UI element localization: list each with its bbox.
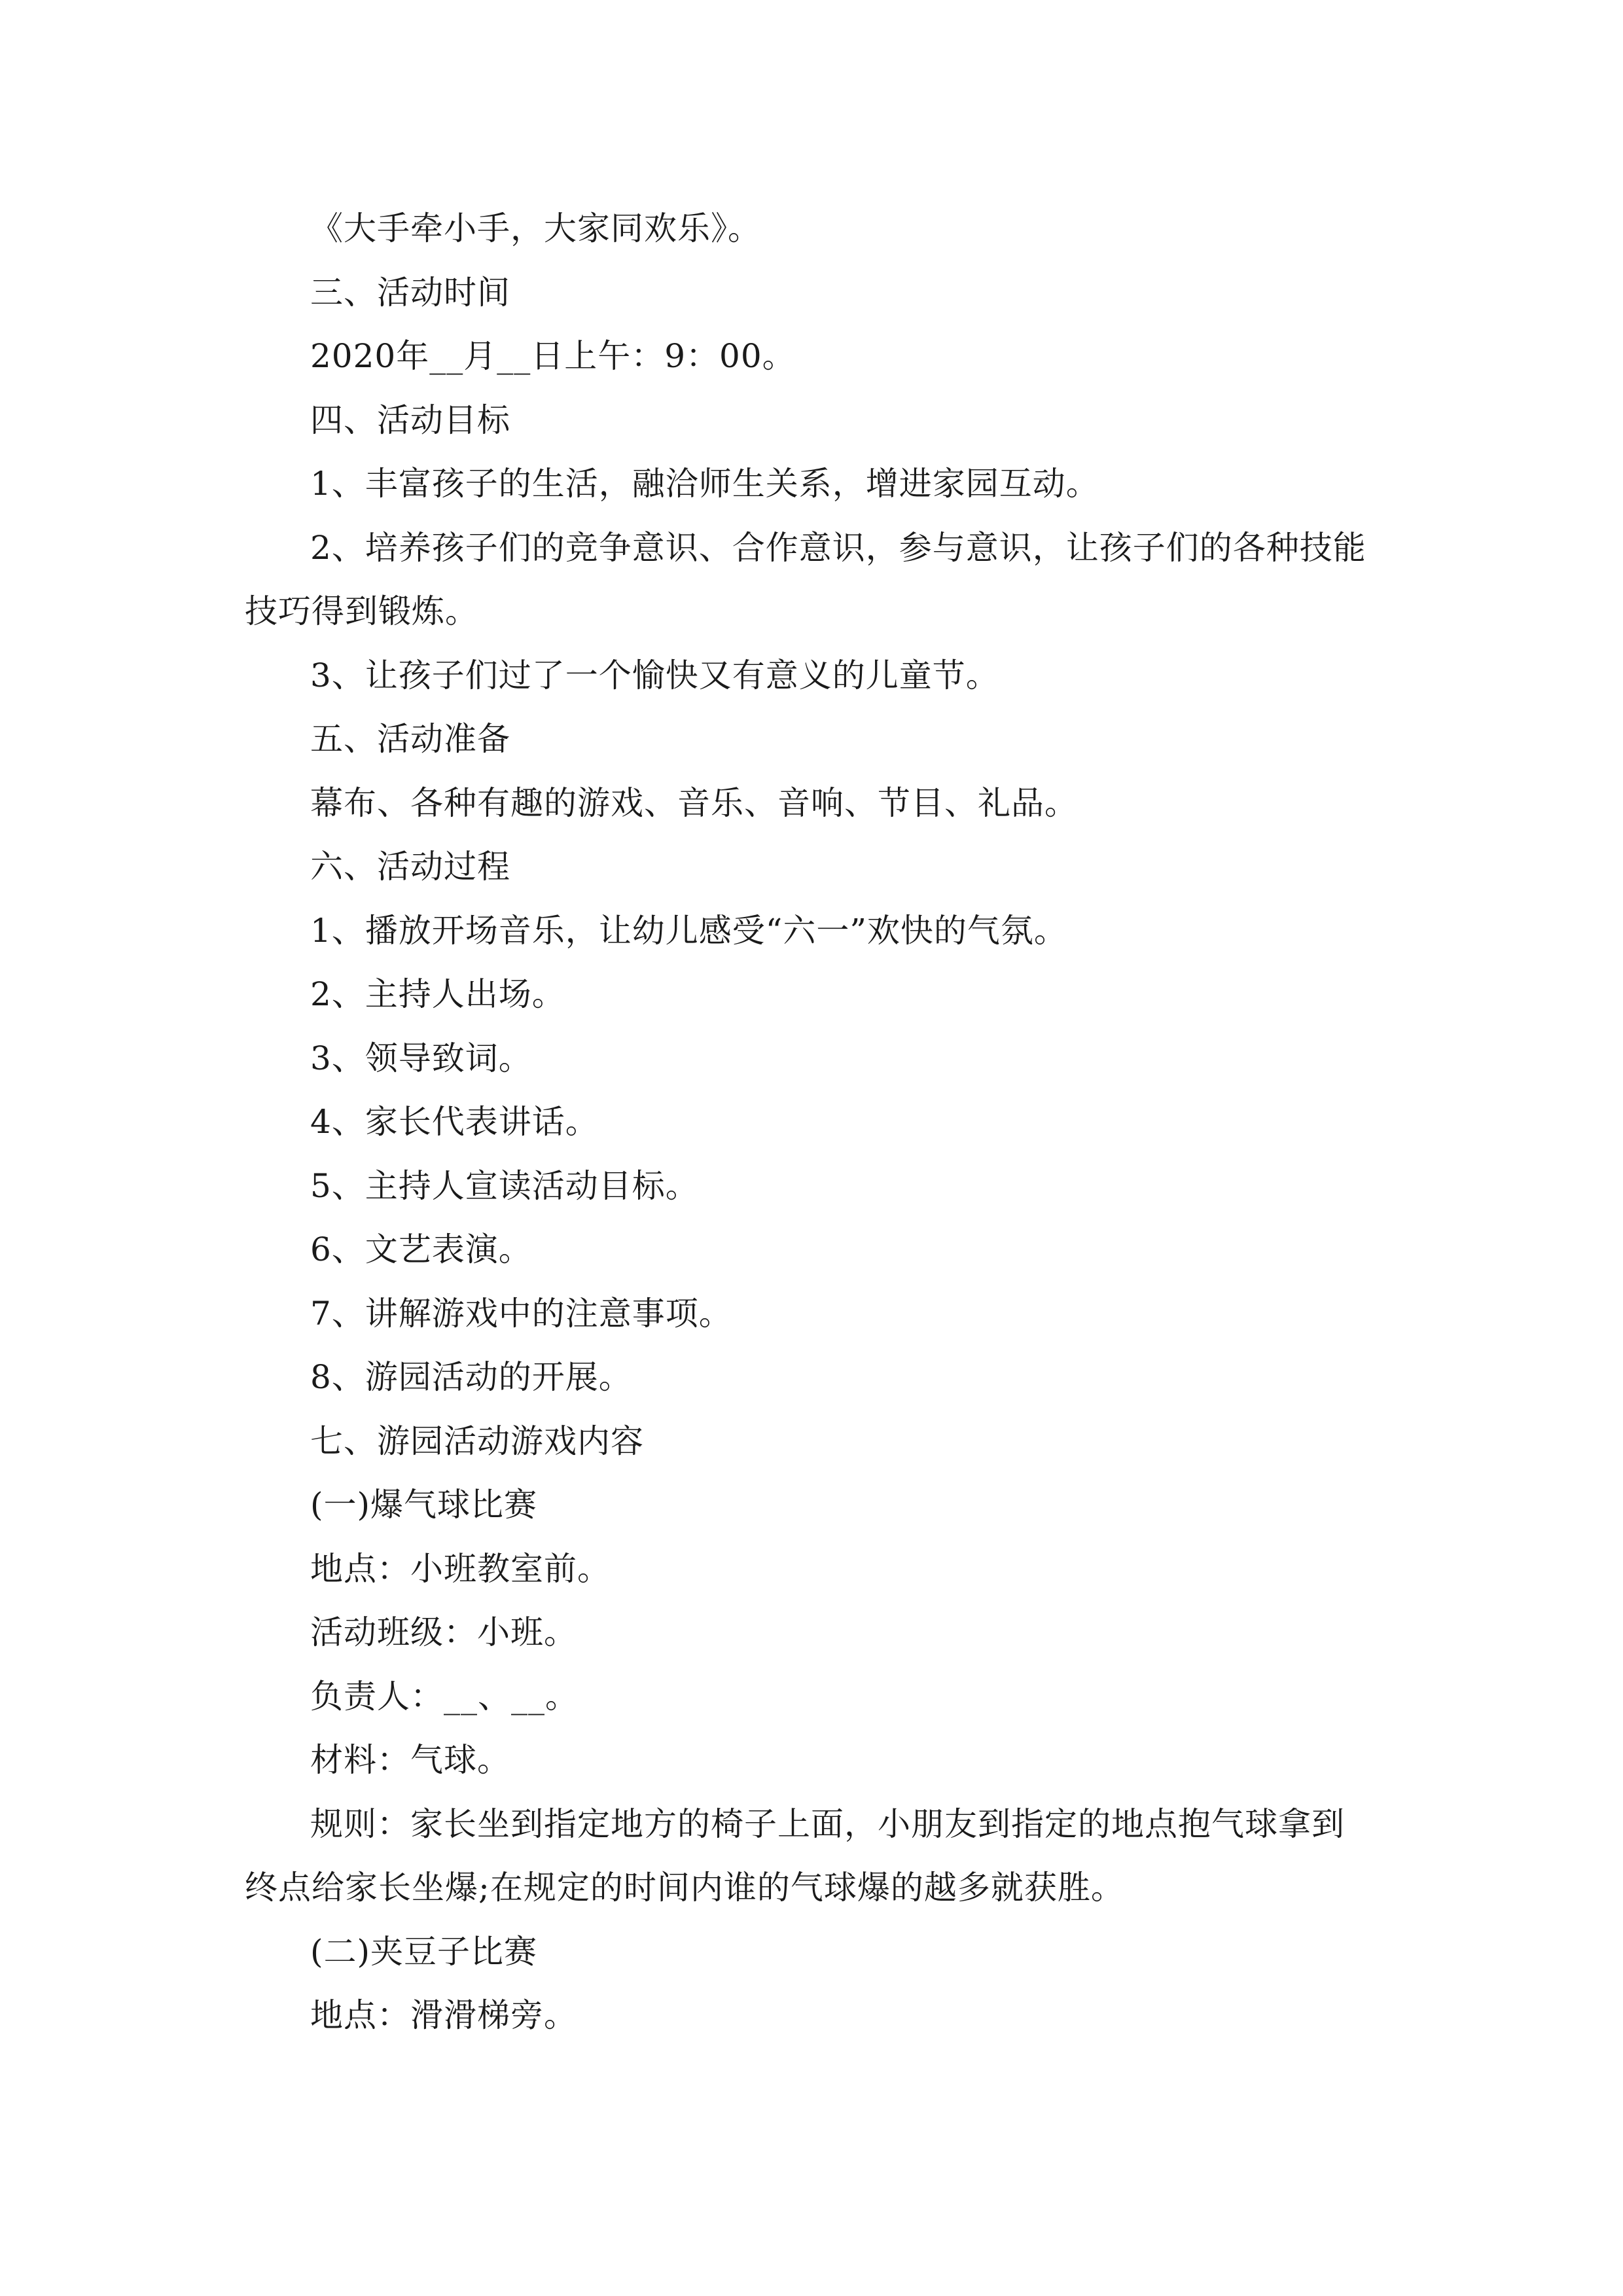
game-detail: 材料：气球。: [310, 1741, 510, 1779]
game-title: (二)夹豆子比赛: [310, 1932, 538, 1971]
process-item: 7、讲解游戏中的注意事项。: [310, 1294, 732, 1333]
section-heading-goals: 四、活动目标: [310, 401, 510, 439]
process-item: 3、领导致词。: [310, 1039, 532, 1077]
goal-item: 1、丰富孩子的生活，融洽师生关系，增进家园互动。: [310, 465, 1099, 503]
activity-theme: 《大手牵小手，大家同欢乐》。: [310, 209, 761, 247]
process-item: 5、主持人宣读活动目标。: [310, 1166, 699, 1205]
section-heading-games: 七、游园活动游戏内容: [310, 1422, 644, 1460]
game-rules-wrapped: 规则：家长坐到指定地方的椅子上面，小朋友到指定的地点抱气球拿到终点给家长坐爆;在规定的时间内谁的气球爆的越多就获胜。: [245, 1804, 1345, 1907]
section-heading-process: 六、活动过程: [310, 848, 510, 886]
game-title: (一)爆气球比赛: [310, 1486, 538, 1524]
goal-item-wrapped: 2、培养孩子们的竞争意识、合作意识，参与意识，让孩子们的各种技能技巧得到锻炼。: [245, 528, 1366, 630]
section-heading-preparation: 五、活动准备: [310, 720, 510, 758]
process-item: 6、文艺表演。: [310, 1230, 532, 1268]
game-detail: 活动班级：小班。: [310, 1613, 577, 1651]
game-detail: 地点：小班教室前。: [310, 1549, 611, 1588]
activity-date: 2020年__月__日上午：9：00。: [310, 337, 796, 375]
process-item: 8、游园活动的开展。: [310, 1358, 632, 1396]
preparation-text: 幕布、各种有趣的游戏、音乐、音响、节目、礼品。: [310, 783, 1078, 822]
process-item: 4、家长代表讲话。: [310, 1103, 599, 1141]
goal-item: 3、让孩子们过了一个愉快又有意义的儿童节。: [310, 656, 999, 694]
game-detail: 负责人：__、__。: [310, 1677, 579, 1715]
process-item: 1、播放开场音乐，让幼儿感受“六一”欢快的气氛。: [310, 911, 1067, 950]
game-detail: 地点：滑滑梯旁。: [310, 1996, 577, 2034]
section-heading-time: 三、活动时间: [310, 273, 510, 312]
document-body: [245, 208, 1377, 2059]
process-item: 2、主持人出场。: [310, 975, 565, 1013]
